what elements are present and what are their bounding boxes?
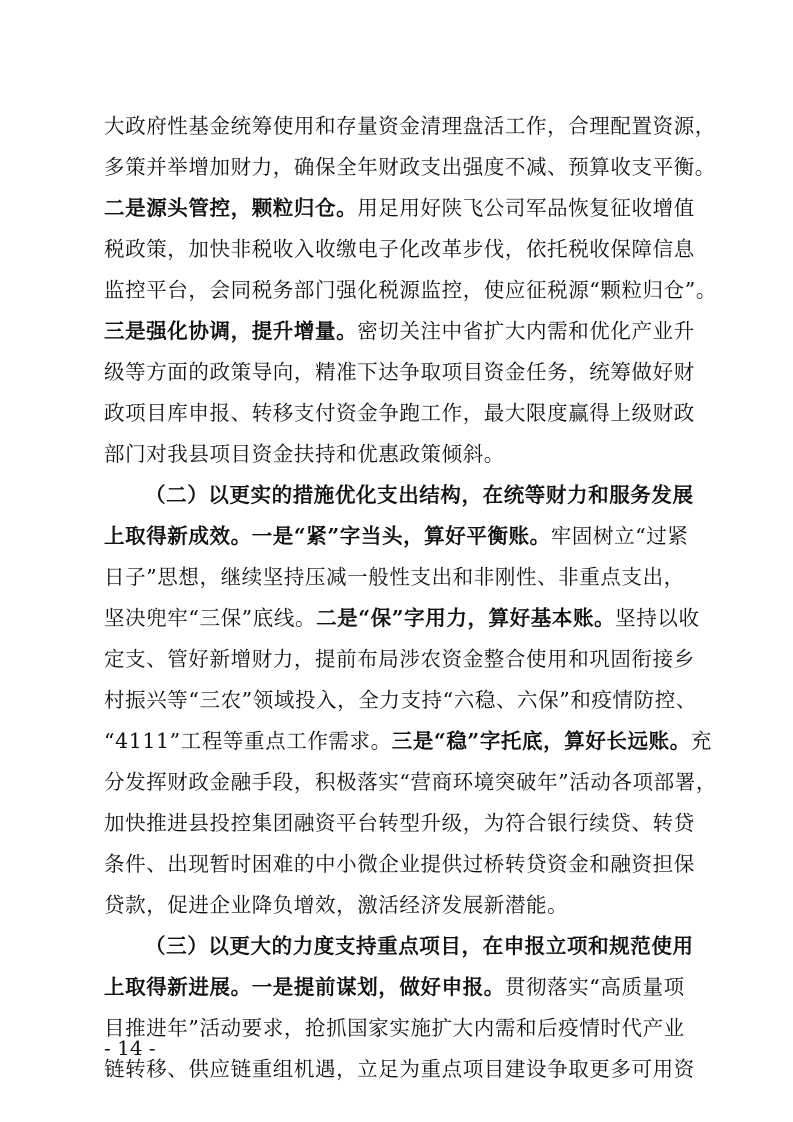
text-segment: 坚决兜牢“三保”底线。 bbox=[104, 606, 317, 630]
text-line bbox=[104, 229, 696, 270]
text-line bbox=[104, 1008, 696, 1049]
text-segment: 贷款，促进企业降负增效，激活经济发展新潜能。 bbox=[104, 893, 569, 917]
text-line bbox=[104, 147, 716, 188]
bold-text-segment: 三是“稳”字托底，算好长远账。 bbox=[391, 729, 691, 753]
text-segment: 分发挥财政金融手段，积极落实“营商环境突破年”活动各项部署， bbox=[104, 770, 717, 794]
bold-text-segment: （三）以更大的力度支持重点项目，在申报立项和规范使用 bbox=[145, 934, 694, 958]
bold-text-segment: 上取得新进展。一是提前谋划，做好申报。 bbox=[104, 975, 505, 999]
text-line bbox=[104, 106, 716, 147]
text-segment: 定支、管好新增财力，提前布局涉农资金整合使用和巩固衔接乡 bbox=[104, 647, 695, 671]
text-line bbox=[104, 557, 696, 598]
bold-text-segment: （二）以更实的措施优化支出结构，在统等财力和服务发展 bbox=[145, 483, 694, 507]
text-line bbox=[104, 926, 696, 967]
text-segment: 日子”思想，继续坚持压减一般性支出和非刚性、非重点支出， bbox=[104, 565, 685, 589]
text-line bbox=[104, 762, 717, 803]
text-line bbox=[104, 639, 696, 680]
text-segment: 贯彻落实“高质量项 bbox=[504, 975, 685, 999]
text-segment: 部门对我县项目资金扶持和优惠政策倾斜。 bbox=[104, 442, 505, 466]
text-line bbox=[104, 598, 700, 639]
text-line bbox=[104, 516, 696, 557]
text-segment: 密切关注中省扩大内需和优化产业升 bbox=[357, 319, 695, 343]
text-segment: “4111”工程等重点工作需求。 bbox=[104, 729, 392, 753]
text-line bbox=[104, 721, 712, 762]
text-line bbox=[104, 393, 696, 434]
bold-text-segment: 二是“保”字用力，算好基本账。 bbox=[316, 606, 616, 630]
text-segment: 政项目库申报、转移支付资金争跑工作，最大限度赢得上级财政 bbox=[104, 401, 695, 425]
text-line bbox=[104, 803, 696, 844]
text-line bbox=[104, 352, 696, 393]
text-segment: 坚持以收 bbox=[615, 606, 700, 630]
text-segment: 监控平台，会同税务部门强化税源监控，使应征税源“颗粒归仓”。 bbox=[104, 278, 717, 302]
text-segment: 目推进年”活动要求，抢抓国家实施扩大内需和后疫情时代产业 bbox=[104, 1016, 685, 1040]
bold-text-segment: 上取得新成效。一是“紧”字当头，算好平衡账。 bbox=[104, 524, 551, 548]
text-segment: 税政策，加快非税收入收缴电子化改革步伐，依托税收保障信息 bbox=[104, 237, 695, 261]
text-segment: 牢固树立“过紧 bbox=[550, 524, 689, 548]
text-segment: 级等方面的政策导向，精准下达争取项目资金任务，统筹做好财 bbox=[104, 360, 695, 384]
page-number: - 14 - bbox=[104, 1036, 156, 1060]
text-segment: 多策并举增加财力，确保全年财政支出强度不减、预算收支平衡。 bbox=[104, 155, 716, 179]
text-line bbox=[104, 311, 696, 352]
bold-text-segment: 二是源头管控，颗粒归仓。 bbox=[104, 196, 358, 220]
text-line bbox=[104, 270, 717, 311]
text-segment: 村振兴等“三农”领域投入，全力支持“六稳、六保”和疫情防控、 bbox=[104, 688, 697, 712]
text-segment: 链转移、供应链重组机遇，立足为重点项目建设争取更多可用资 bbox=[104, 1057, 695, 1081]
text-line bbox=[104, 844, 696, 885]
text-line bbox=[104, 434, 696, 475]
text-line bbox=[104, 475, 696, 516]
text-line bbox=[104, 680, 696, 721]
document-body bbox=[104, 106, 717, 1090]
text-segment: 大政府性基金统筹使用和存量资金清理盘活工作，合理配置资源， bbox=[104, 114, 716, 138]
text-segment: 条件、出现暂时困难的中小微企业提供过桥转贷资金和融资担保 bbox=[104, 852, 695, 876]
text-line bbox=[104, 967, 696, 1008]
text-segment: 用足用好陕飞公司军品恢复征收增值 bbox=[357, 196, 695, 220]
text-segment: 加快推进县投控集团融资平台转型升级，为符合银行续贷、转贷 bbox=[104, 811, 695, 835]
text-line bbox=[104, 1049, 696, 1090]
text-line bbox=[104, 188, 696, 229]
bold-text-segment: 三是强化协调，提升增量。 bbox=[104, 319, 358, 343]
text-segment: 充 bbox=[690, 729, 712, 753]
text-line bbox=[104, 885, 696, 926]
